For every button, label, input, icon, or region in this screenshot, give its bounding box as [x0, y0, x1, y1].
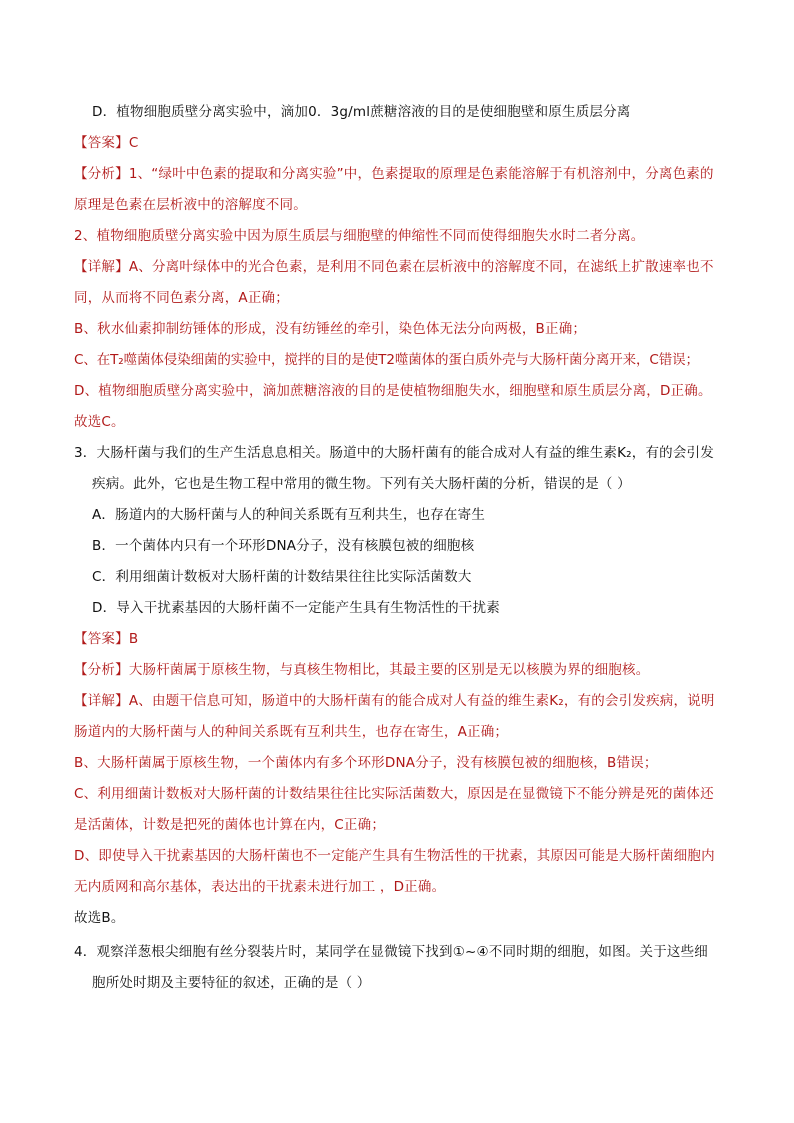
q2-analysis-line-1 [74, 164, 714, 184]
answer-value: B [128, 631, 139, 647]
q3-option-d: D．导入干扰素基因的大肠杆菌不一定能产生具有生物活性的干扰素 [92, 600, 500, 616]
q2-detail-line-1 [74, 257, 714, 277]
q3-option-b: B．一个菌体内只有一个环形DNA分子，没有核膜包被的细胞核 [92, 538, 475, 554]
q3-detail-c1: C、利用细菌计数板对大肠杆菌的计数结果往往比实际活菌数大，原因是在显微镜下不能分辨是死的菌体还 [74, 786, 714, 802]
q3-detail-line-1 [74, 691, 715, 711]
q2-option-d: D．植物细胞质壁分离实验中，滴加0．3g/ml蔗糖溶液的目的是使细胞壁和原生质层分离 [92, 104, 631, 120]
q2-detail-c: C、在T₂噬菌体侵染细菌的实验中，搅拌的目的是使T2噬菌体的蛋白质外壳与大肠杆菌分离开来，C错误； [74, 352, 699, 368]
q2-analysis-line-2: 原理是色素在层析液中的溶解度不同。 [74, 197, 307, 213]
q3-stem-line-1: 3．大肠杆菌与我们的生产生活息息相关。肠道中的大肠杆菌有的能合成对人有益的维生素K₂，有的会引发 [74, 445, 714, 461]
q3-option-a: A．肠道内的大肠杆菌与人的种间关系既有互利共生，也存在寄生 [92, 507, 486, 523]
q3-detail-d1: D、即使导入干扰素基因的大肠杆菌也不一定能产生具有生物活性的干扰素，其原因可能是大肠杆菌细胞内 [74, 848, 715, 864]
q3-detail-line-2: 肠道内的大肠杆菌与人的种间关系既有互利共生，也存在寄生，A正确； [74, 724, 509, 740]
answer-tag: 【答案】 [74, 135, 129, 151]
q2-detail-d: D、植物细胞质壁分离实验中，滴加蔗糖溶液的目的是使植物细胞失水，细胞壁和原生质层分离，D正确。 [74, 383, 712, 399]
q2-answer-line [74, 133, 138, 153]
q3-option-c: C．利用细菌计数板对大肠杆菌的计数结果往往比实际活菌数大 [92, 569, 472, 585]
q3-detail-c2: 是活菌体，计数是把死的菌体也计算在内，C正确； [74, 817, 386, 833]
q2-detail-b: B、秋水仙素抑制纺锤体的形成，没有纺锤丝的牵引，染色体无法分向两极，B正确； [74, 321, 587, 337]
q3-analysis-line [74, 660, 649, 680]
answer-value: C [128, 135, 139, 151]
q3-answer-line [74, 629, 138, 649]
analysis-tag: 【分析】 [74, 662, 129, 678]
detail-text: A、由题干信息可知，肠道中的大肠杆菌有的能合成对人有益的维生素K₂，有的会引发疾病，说明 [128, 693, 715, 709]
answer-tag: 【答案】 [74, 631, 129, 647]
q3-conclusion: 故选B。 [74, 910, 125, 926]
analysis-text: 大肠杆菌属于原核生物，与真核生物相比，其最主要的区别是无以核膜为界的细胞核。 [128, 662, 650, 678]
analysis-text: 1、“绿叶中色素的提取和分离实验”中，色素提取的原理是色素能溶解于有机溶剂中，分离色素的 [128, 166, 714, 182]
q2-analysis-line-3: 2、植物细胞质壁分离实验中因为原生质层与细胞壁的伸缩性不同而使得细胞失水时二者分离。 [74, 228, 645, 244]
detail-tag: 【详解】 [74, 259, 129, 275]
analysis-tag: 【分析】 [74, 166, 129, 182]
detail-text: A、分离叶绿体中的光合色素，是利用不同色素在层析液中的溶解度不同，在滤纸上扩散速率也不 [128, 259, 714, 275]
q3-stem-line-2: 疾病。此外，它也是生物工程中常用的微生物。下列有关大肠杆菌的分析，错误的是（ ） [92, 476, 631, 492]
q4-stem-line-2: 胞所处时期及主要特征的叙述，正确的是（ ） [92, 975, 371, 991]
detail-tag: 【详解】 [74, 693, 129, 709]
q3-detail-d2: 无内质网和高尔基体，表达出的干扰素未进行加工 ，D正确。 [74, 879, 446, 895]
q3-detail-b: B、大肠杆菌属于原核生物，一个菌体内有多个环形DNA分子，没有核膜包被的细胞核，B错误； [74, 755, 658, 771]
q2-conclusion: 故选C。 [74, 414, 125, 430]
q4-stem-line-1: 4．观察洋葱根尖细胞有丝分裂装片时，某同学在显微镜下找到①~④不同时期的细胞，如图。关于这些细 [74, 944, 709, 960]
q2-detail-line-2: 同，从而将不同色素分离，A正确； [74, 290, 289, 306]
